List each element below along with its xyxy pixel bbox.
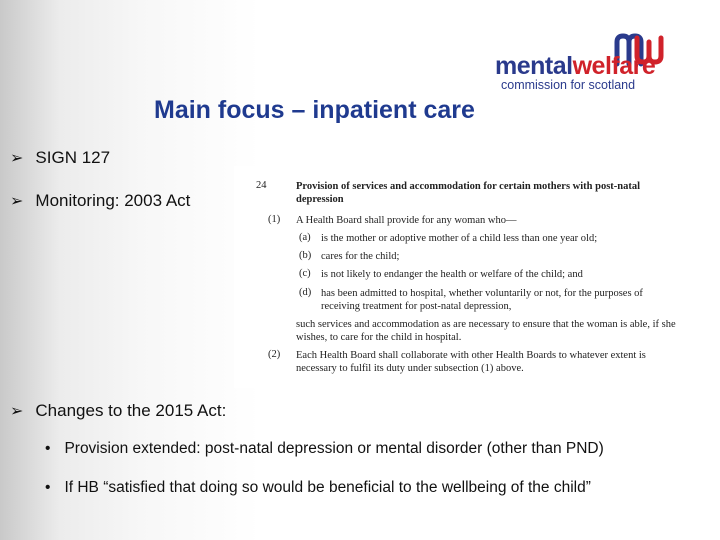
sub-bullet-text: If HB “satisfied that doing so would be beneficial to the wellbeing of the child”	[64, 479, 591, 496]
excerpt-item-text: is not likely to endanger the health or welfare of the child; and	[321, 269, 583, 280]
bullet-sign-127	[10, 148, 110, 168]
logo-text-welfare: welfare	[572, 52, 656, 80]
logo-subtitle: commission for scotland	[501, 78, 636, 92]
legislation-excerpt	[234, 166, 708, 388]
excerpt-item-letter: (d)	[299, 287, 312, 298]
slide-title: Main focus – inpatient care	[154, 96, 475, 124]
sub-bullet-text: Provision extended: post-natal depression or mental disorder (other than PND)	[64, 440, 604, 457]
excerpt-item-text: is the mother or adoptive mother of a child less than one year old;	[321, 233, 598, 244]
arrow-bullet-icon: ➢	[10, 150, 24, 167]
logo-text-mental: mental	[495, 52, 573, 80]
excerpt-sub1-closing: such services and accommodation as are necessary to ensure that the woman is able, if she wishes, to care for the child in hospital.	[296, 319, 676, 343]
bullet-changes-2015-act	[10, 401, 226, 421]
excerpt-sub2-number: (2)	[268, 349, 281, 360]
bullet-text: SIGN 127	[35, 148, 111, 167]
arrow-bullet-icon: ➢	[10, 403, 24, 420]
excerpt-item-text: has been admitted to hospital, whether voluntarily or not, for the purposes of receiving treatment for post-natal depression,	[321, 288, 643, 312]
excerpt-sub1-intro: A Health Board shall provide for any woman who—	[296, 215, 517, 226]
excerpt-heading: Provision of services and accommodation for certain mothers with post-natal depression	[296, 181, 641, 205]
excerpt-item-text: cares for the child;	[321, 251, 400, 262]
bullet-text: Changes to the 2015 Act:	[35, 401, 227, 420]
sub-bullet-hb-satisfied	[45, 479, 591, 497]
logo-wordmark	[495, 52, 655, 81]
bullet-text: Monitoring: 2003 Act	[35, 191, 191, 210]
excerpt-item-letter: (b)	[299, 250, 312, 261]
excerpt-sub2-text: Each Health Board shall collaborate with other Health Boards to whatever extent is necessary to fulfil its duty under subsection (1) above.	[296, 350, 646, 374]
excerpt-sub1-number: (1)	[268, 214, 281, 225]
dot-bullet-icon: •	[45, 479, 51, 496]
excerpt-item-letter: (a)	[299, 232, 311, 243]
excerpt-section-number: 24	[256, 180, 267, 191]
bullet-monitoring	[10, 191, 190, 211]
sub-bullet-provision	[45, 440, 604, 458]
arrow-bullet-icon: ➢	[10, 193, 24, 210]
mwc-logo	[495, 32, 670, 94]
excerpt-item-letter: (c)	[299, 268, 311, 279]
dot-bullet-icon: •	[45, 440, 51, 457]
